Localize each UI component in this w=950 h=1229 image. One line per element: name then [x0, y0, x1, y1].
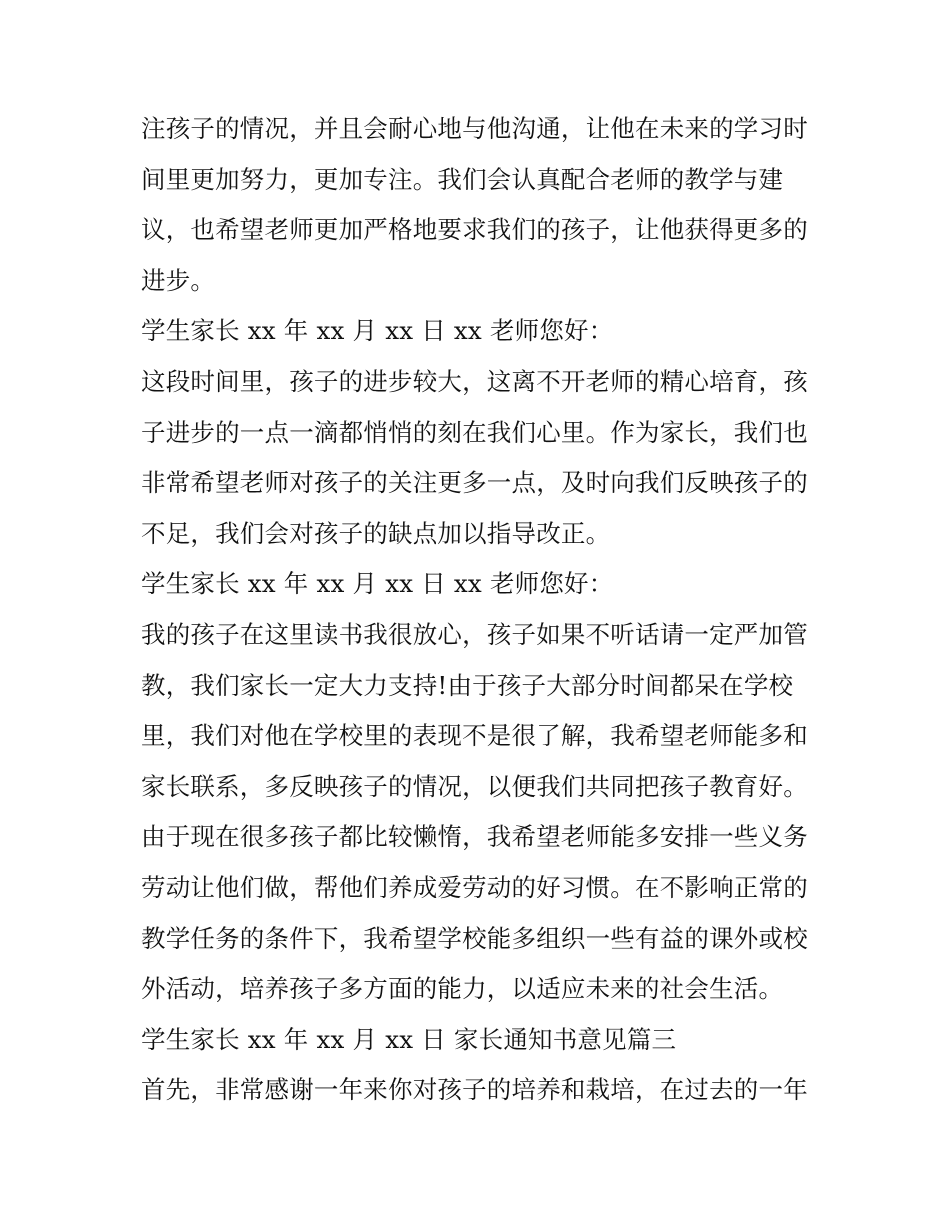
- text-line: 劳动让他们做，帮他们养成爱劳动的好习惯。在不影响正常的: [141, 872, 808, 902]
- text-line: 教，我们家长一定大力支持!由于孩子大部分时间都呆在学校: [141, 670, 794, 700]
- text-line: 首先，非常感谢一年来你对孩子的培养和栽培，在过去的一年: [141, 1075, 808, 1105]
- text-line: 不足，我们会对孩子的缺点加以指导改正。: [141, 518, 611, 548]
- document-body: [141, 104, 821, 1116]
- text-line: 外活动，培养孩子多方面的能力，以适应未来的社会生活。: [141, 974, 784, 1004]
- text-line: 我的孩子在这里读书我很放心，孩子如果不听话请一定严加管: [141, 619, 808, 649]
- text-line: 议，也希望老师更加严格地要求我们的孩子，让他获得更多的: [141, 215, 808, 245]
- text-line: 教学任务的条件下，我希望学校能多组织一些有益的课外或校: [141, 923, 808, 953]
- text-line: 子进步的一点一滴都悄悄的刻在我们心里。作为家长，我们也: [141, 417, 808, 447]
- text-line: 里，我们对他在学校里的表现不是很了解，我希望老师能多和: [141, 721, 808, 751]
- signature-line: 学生家长 xx 年 xx 月 xx 日 xx 老师您好：: [141, 569, 614, 599]
- text-line: 间里更加努力，更加专注。我们会认真配合老师的教学与建: [141, 164, 784, 194]
- text-line: 由于现在很多孩子都比较懒惰，我希望老师能多安排一些义务: [141, 822, 808, 852]
- text-line: 进步。: [141, 265, 216, 295]
- signature-line: 学生家长 xx 年 xx 月 xx 日 xx 老师您好：: [141, 316, 614, 346]
- text-line: 非常希望老师对孩子的关注更多一点，及时向我们反映孩子的: [141, 468, 808, 498]
- text-line: 注孩子的情况，并且会耐心地与他沟通，让他在未来的学习时: [141, 114, 808, 143]
- text-line: 这段时间里，孩子的进步较大，这离不开老师的精心培育，孩: [141, 366, 808, 396]
- text-line: 家长联系，多反映孩子的情况，以便我们共同把孩子教育好。: [141, 771, 808, 801]
- section-heading-line: 学生家长 xx 年 xx 月 xx 日 家长通知书意见篇三: [141, 1024, 677, 1054]
